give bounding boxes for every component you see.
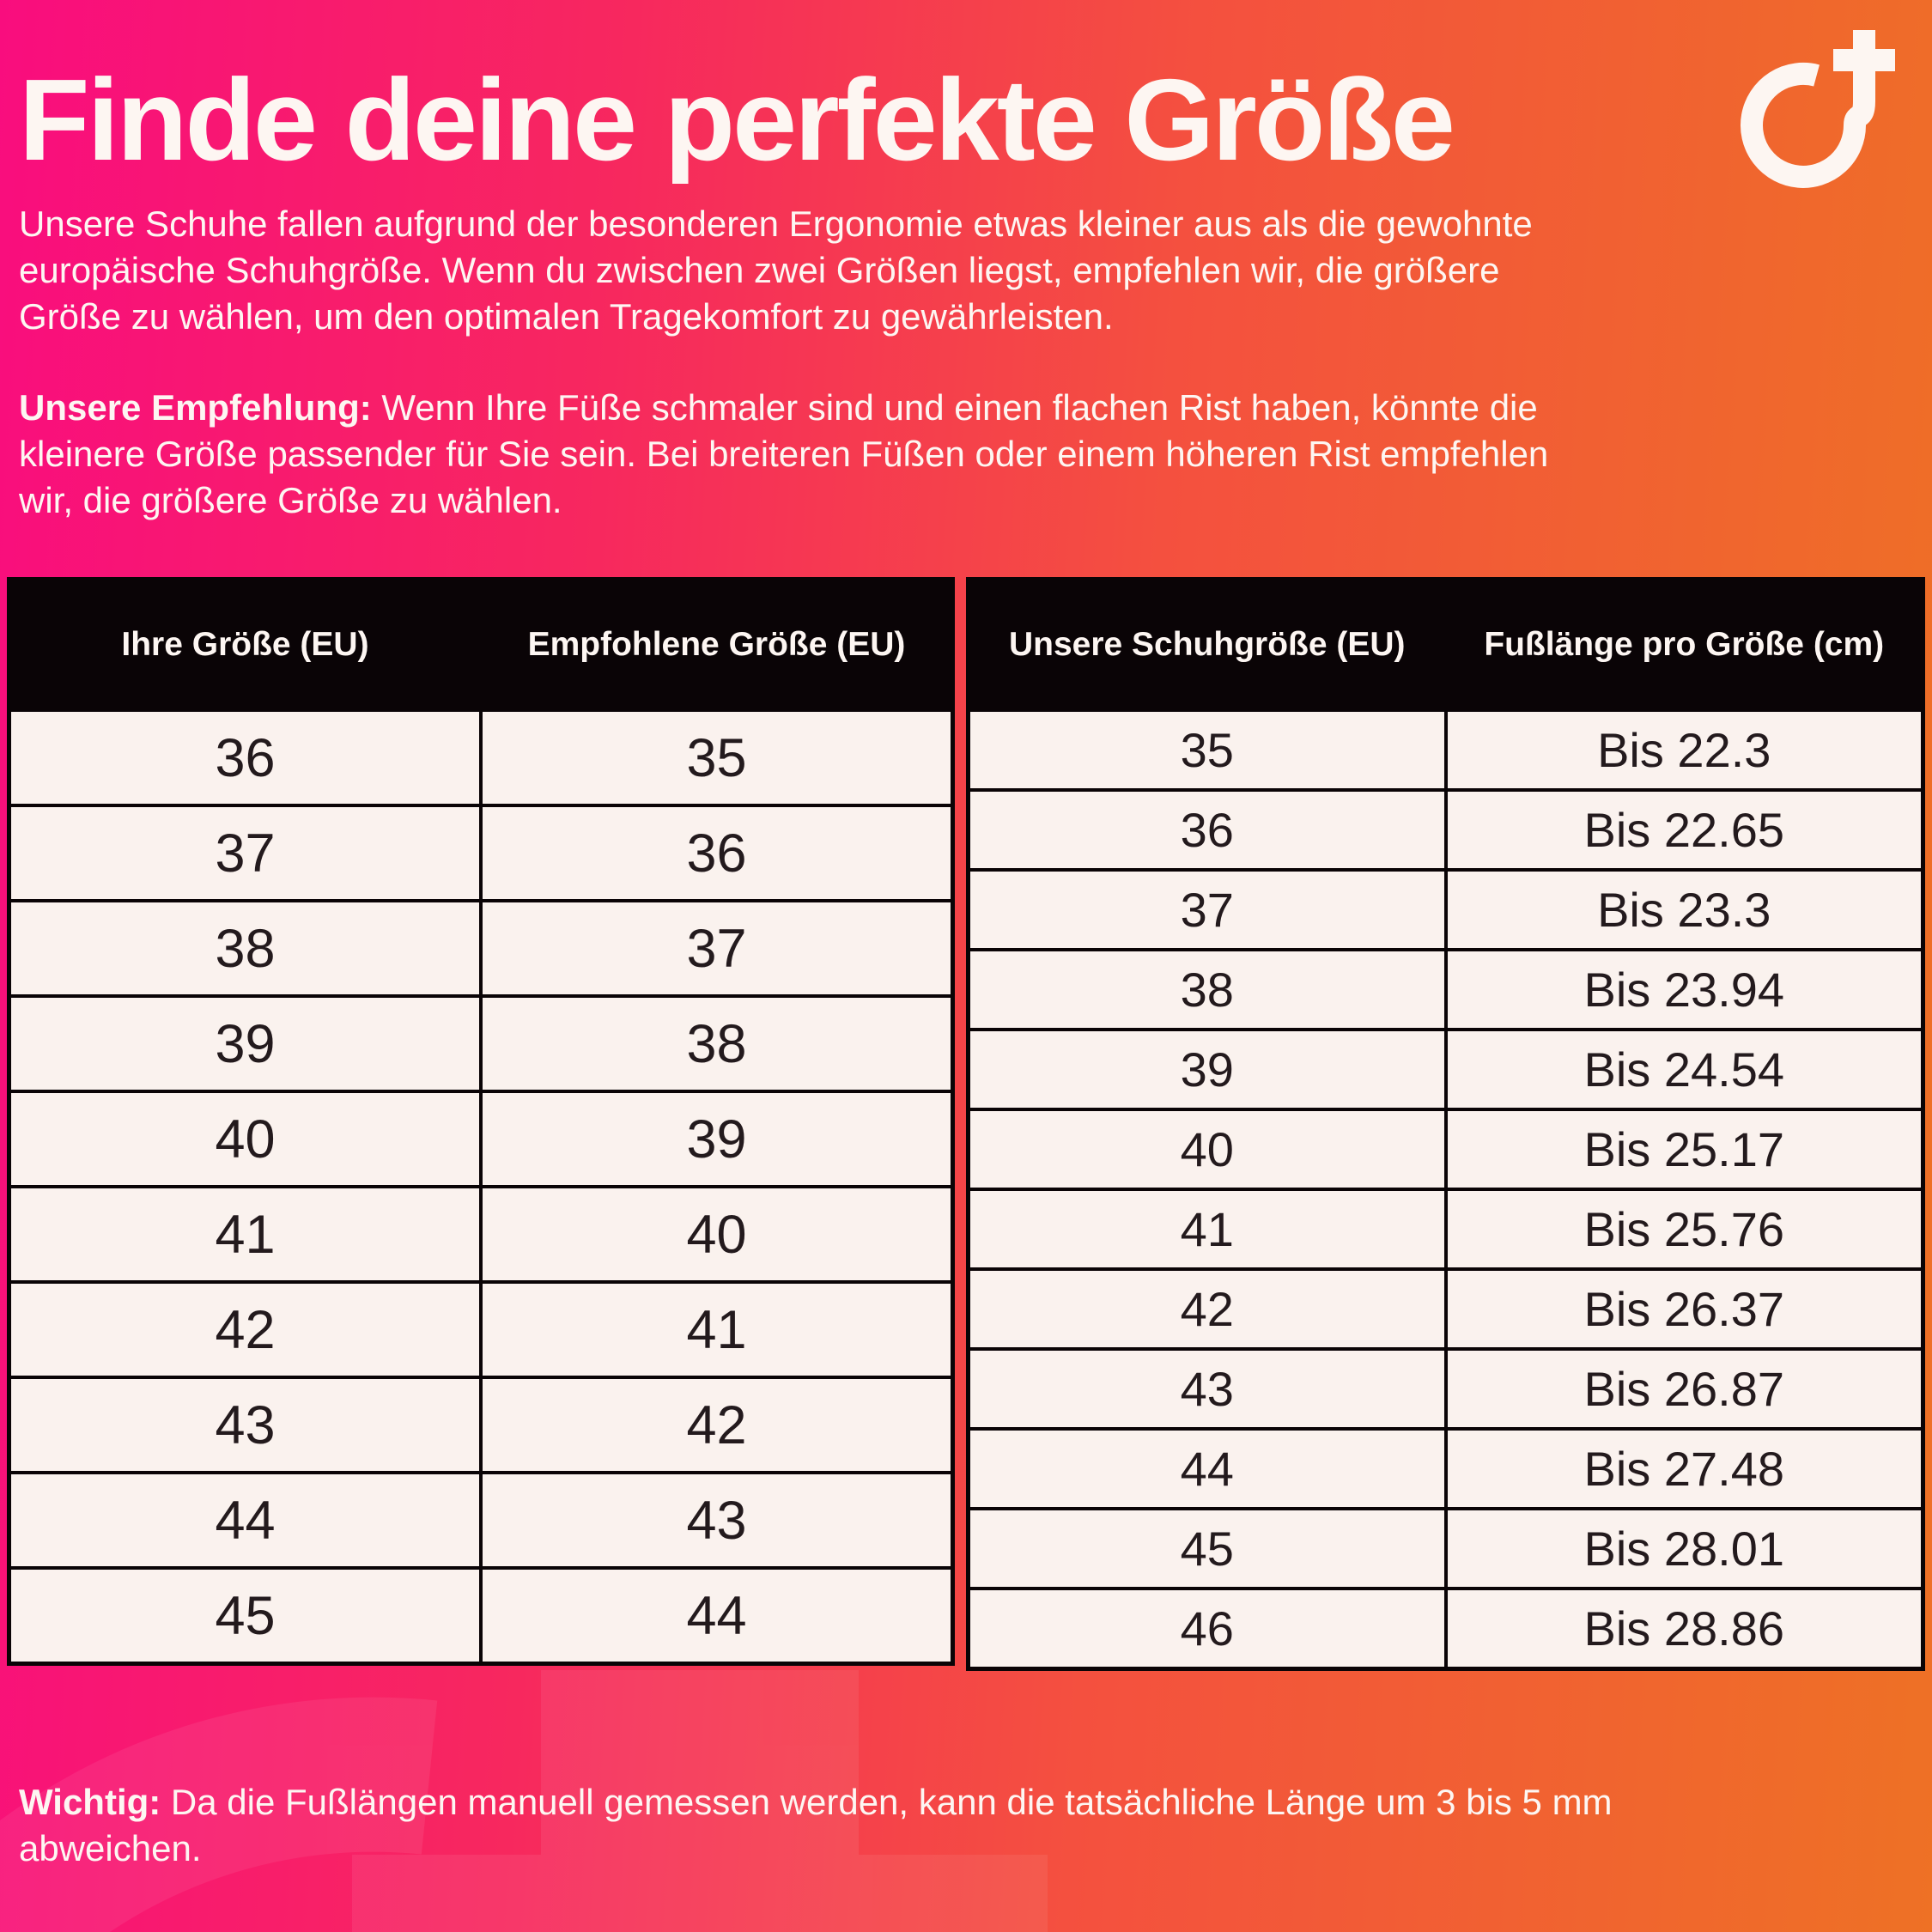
recommendation-text: Wenn Ihre Füße schmaler sind und einen flachen Rist haben, könnte die [371,387,1538,428]
table-cell: 41 [9,1187,482,1282]
column-header: Ihre Größe (EU) [9,580,482,711]
table-row [9,1187,953,1282]
table-cell: 38 [481,996,953,1091]
column-header: Fußlänge pro Größe (cm) [1446,580,1923,711]
table-row [9,1091,953,1187]
table-cell: 37 [481,901,953,996]
table-row [969,710,1923,790]
important-note [19,1779,1613,1872]
table-row [969,1429,1923,1509]
column-header: Unsere Schuhgröße (EU) [969,580,1446,711]
table-cell: Bis 25.17 [1446,1109,1923,1189]
table-cell: 43 [969,1349,1446,1429]
table-cell: Bis 22.3 [1446,710,1923,790]
table-cell: 36 [969,790,1446,870]
intro-line: Unsere Schuhe fallen aufgrund der besonderen Ergonomie etwas kleiner aus als die gewohnte [19,204,1533,244]
tables-section [7,577,1925,1671]
table-row [9,1473,953,1568]
table-cell: 44 [969,1429,1446,1509]
column-header: Empfohlene Größe (EU) [481,580,953,711]
table-row [969,950,1923,1030]
table-row [9,1377,953,1473]
table-cell: 36 [481,805,953,901]
table-row [969,1269,1923,1349]
table-cell: Bis 25.76 [1446,1189,1923,1269]
table-row [9,805,953,901]
table-cell: 46 [969,1589,1446,1669]
table-cell: Bis 28.01 [1446,1509,1923,1589]
table-cell: 39 [9,996,482,1091]
table-row [969,1509,1923,1589]
table-cell: 42 [9,1282,482,1377]
recommendation-label: Unsere Empfehlung: [19,387,372,428]
circle-plus-logo-icon [1735,22,1906,194]
table-cell: 35 [969,710,1446,790]
table-row [9,901,953,996]
table-cell: 38 [969,950,1446,1030]
table-cell: 44 [481,1568,953,1664]
table-cell: 40 [969,1109,1446,1189]
table-cell: 41 [481,1282,953,1377]
table-cell: 40 [9,1091,482,1187]
table-cell: Bis 23.94 [1446,950,1923,1030]
table-row [969,1589,1923,1669]
note-text: Da die Fußlängen manuell gemessen werden, kann die tatsächliche Länge um 3 bis 5 mm [161,1782,1613,1822]
table-row [969,1030,1923,1109]
table-cell: 39 [481,1091,953,1187]
table-row [969,1349,1923,1429]
recommendation-line [19,385,1548,431]
table-cell: 45 [9,1568,482,1664]
table-cell: 42 [481,1377,953,1473]
table-row [9,996,953,1091]
foot-length-table [966,577,1925,1671]
recommendation-line: wir, die größere Größe zu wählen. [19,480,562,520]
table-cell: 39 [969,1030,1446,1109]
intro-line: europäische Schuhgröße. Wenn du zwischen zwei Größen liegst, empfehlen wir, die größere [19,250,1500,290]
intro-line: Größe zu wählen, um den optimalen Tragekomfort zu gewährleisten. [19,296,1114,337]
intro-paragraph [19,201,1533,340]
table-cell: Bis 23.3 [1446,870,1923,950]
note-line [19,1779,1613,1826]
table-row [9,1568,953,1664]
table-cell: 40 [481,1187,953,1282]
table-cell: Bis 27.48 [1446,1429,1923,1509]
table-row [969,790,1923,870]
table-cell: 45 [969,1509,1446,1589]
table-row [9,1282,953,1377]
header-row [9,580,953,711]
table-cell: 41 [969,1189,1446,1269]
table-cell: 43 [481,1473,953,1568]
table-row [969,1109,1923,1189]
table-cell: Bis 26.87 [1446,1349,1923,1429]
table-cell: 36 [9,710,482,805]
table-cell: 42 [969,1269,1446,1349]
table-cell: 35 [481,710,953,805]
table-row [969,1189,1923,1269]
recommendation-paragraph [19,385,1548,524]
recommendation-line: kleinere Größe passender für Sie sein. Bei breiteren Füßen oder einem höheren Rist empfehlen [19,434,1549,474]
table-cell: 43 [9,1377,482,1473]
table-cell: 38 [9,901,482,996]
table-cell: Bis 28.86 [1446,1589,1923,1669]
table-row [969,870,1923,950]
table-cell: Bis 22.65 [1446,790,1923,870]
table-cell: 44 [9,1473,482,1568]
table-row [9,710,953,805]
table-cell: 37 [969,870,1446,950]
page-title: Finde deine perfekte Größe [19,55,1453,185]
table-cell: 37 [9,805,482,901]
table-cell: Bis 26.37 [1446,1269,1923,1349]
note-label: Wichtig: [19,1782,161,1822]
size-conversion-table [7,577,955,1666]
header-row [969,580,1923,711]
note-line: abweichen. [19,1828,202,1868]
table-cell: Bis 24.54 [1446,1030,1923,1109]
